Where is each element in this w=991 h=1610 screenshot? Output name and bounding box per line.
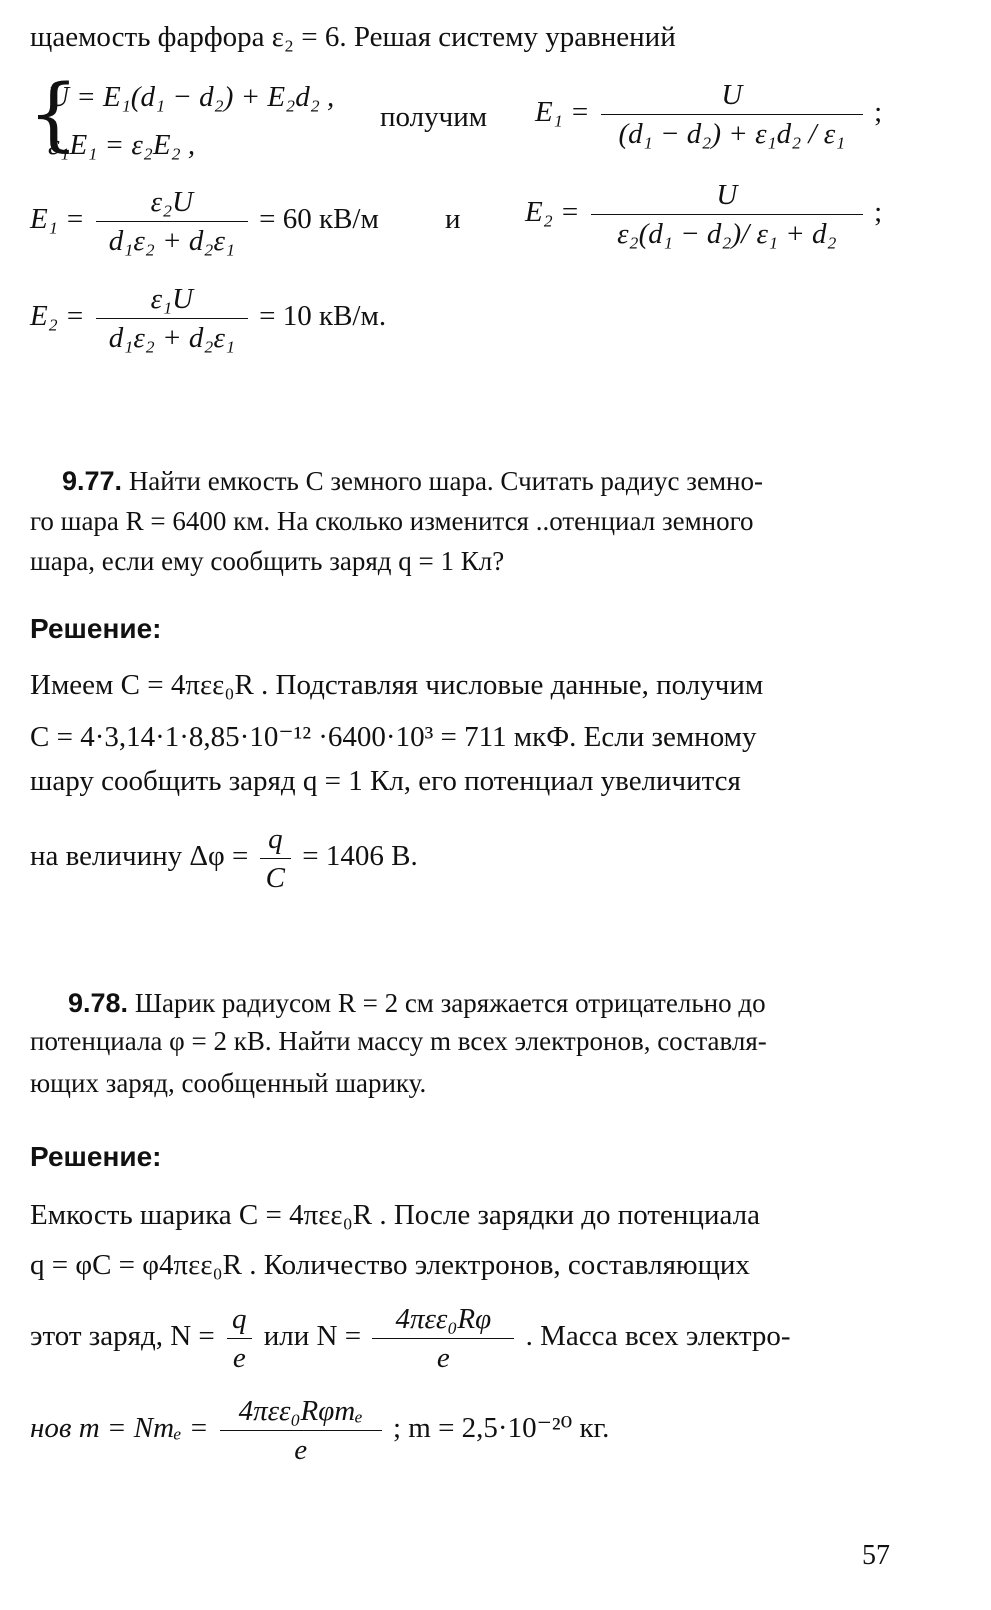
solution-line: C = 4·3,14·1·8,85·10⁻¹² ·6400·10³ = 711 мкФ. Если земному <box>30 721 757 753</box>
text: или N = <box>263 1320 362 1353</box>
denominator: e <box>372 1338 514 1375</box>
equation-e1-result <box>30 185 379 258</box>
solution-line: Емкость шарика C = 4πεε₀R . После зарядки до потенциала <box>30 1199 760 1231</box>
denominator: ε₂(d₁ − d₂)/ ε₁ + d₂ <box>591 214 863 251</box>
text: = 1406 В. <box>302 840 418 873</box>
denominator: d₁ε₂ + d₂ε₁ <box>96 318 248 355</box>
equation-e2-result <box>30 282 386 355</box>
solution-line <box>30 1302 791 1375</box>
denominator: C <box>260 858 291 895</box>
system-brace: { <box>28 67 79 160</box>
denominator: e <box>227 1338 252 1375</box>
lhs: E₁ = <box>30 203 85 236</box>
solution-line <box>30 1394 609 1467</box>
denominator: e <box>220 1430 382 1467</box>
text: получим <box>380 101 488 133</box>
fraction <box>96 185 248 258</box>
equation-e1 <box>535 78 882 151</box>
numerator: q <box>268 823 283 855</box>
text: на величину Δφ = <box>30 840 249 873</box>
page-number: 57 <box>862 1540 890 1571</box>
problem-line <box>30 464 890 498</box>
tail: ; <box>874 96 883 129</box>
text-line <box>30 20 890 54</box>
problem-number: 9.77. <box>62 466 123 496</box>
solution-line: q = φC = φ4πεε₀R . Количество электронов, составляющих <box>30 1249 750 1281</box>
equation-e2 <box>525 178 882 251</box>
numerator: q <box>232 1303 247 1335</box>
fraction <box>220 1394 382 1467</box>
numerator: U <box>716 179 738 211</box>
text: Шарик радиусом R = 2 см заряжается отрицательно до <box>134 988 766 1018</box>
problem-line: шара, если ему сообщить заряд q = 1 Кл? <box>30 546 505 576</box>
fraction <box>260 822 291 895</box>
problem-line <box>30 986 766 1020</box>
problem-line: ющих заряд, сообщенный шарику. <box>30 1068 427 1098</box>
text: нов m = Nmₑ = <box>30 1412 209 1445</box>
fraction <box>226 1302 253 1375</box>
solution-line: Имеем C = 4πεε₀R . Подставляя числовые данные, получим <box>30 669 764 701</box>
value: = 10 кВ/м. <box>259 300 387 333</box>
numerator: 4πεε₀Rφmₑ <box>238 1395 363 1427</box>
problem-text <box>30 464 763 498</box>
tail: ; <box>874 196 883 229</box>
solution-line <box>30 822 418 895</box>
lhs: E₁ = <box>535 96 590 129</box>
text: щаемость фарфора ε₂ = 6. Решая систему уравнений <box>30 21 676 53</box>
text: этот заряд, N = <box>30 1320 215 1353</box>
text: и <box>445 203 461 235</box>
text: . Масса всех электро- <box>525 1320 791 1353</box>
fraction <box>372 1302 514 1375</box>
numerator: U <box>721 79 743 111</box>
fraction <box>601 78 863 151</box>
solution-heading: Решение: <box>30 1141 162 1172</box>
problem-number: 9.78. <box>68 988 129 1018</box>
lhs: E₂ = <box>525 196 580 229</box>
problem-line: потенциала φ = 2 кВ. Найти массу m всех электронов, составля- <box>30 1026 767 1056</box>
problem-line: го шара R = 6400 км. На сколько изменится ..отенциал земного <box>30 506 754 536</box>
fraction <box>96 282 248 355</box>
numerator: 4πεε₀Rφ <box>395 1303 492 1335</box>
text: ; m = 2,5·10⁻²⁰ кг. <box>392 1412 610 1445</box>
equation-line: ε₁E₁ = ε₂E₂ , <box>48 129 196 161</box>
fraction <box>591 178 863 251</box>
lhs: E₂ = <box>30 300 85 333</box>
equation-line: U = E₁(d₁ − d₂) + E₂d₂ , <box>48 81 335 113</box>
numerator: ε₁U <box>150 283 194 315</box>
solution-line: шару сообщить заряд q = 1 Кл, его потенциал увеличится <box>30 765 741 797</box>
numerator: ε₂U <box>150 186 194 218</box>
denominator: (d₁ − d₂) + ε₁d₂ / ε₁ <box>601 114 863 151</box>
text: Найти емкость C земного шара. Считать радиус земно- <box>128 466 763 496</box>
value: = 60 кВ/м <box>259 203 379 236</box>
denominator: d₁ε₂ + d₂ε₁ <box>96 221 248 258</box>
solution-heading: Решение: <box>30 613 162 644</box>
